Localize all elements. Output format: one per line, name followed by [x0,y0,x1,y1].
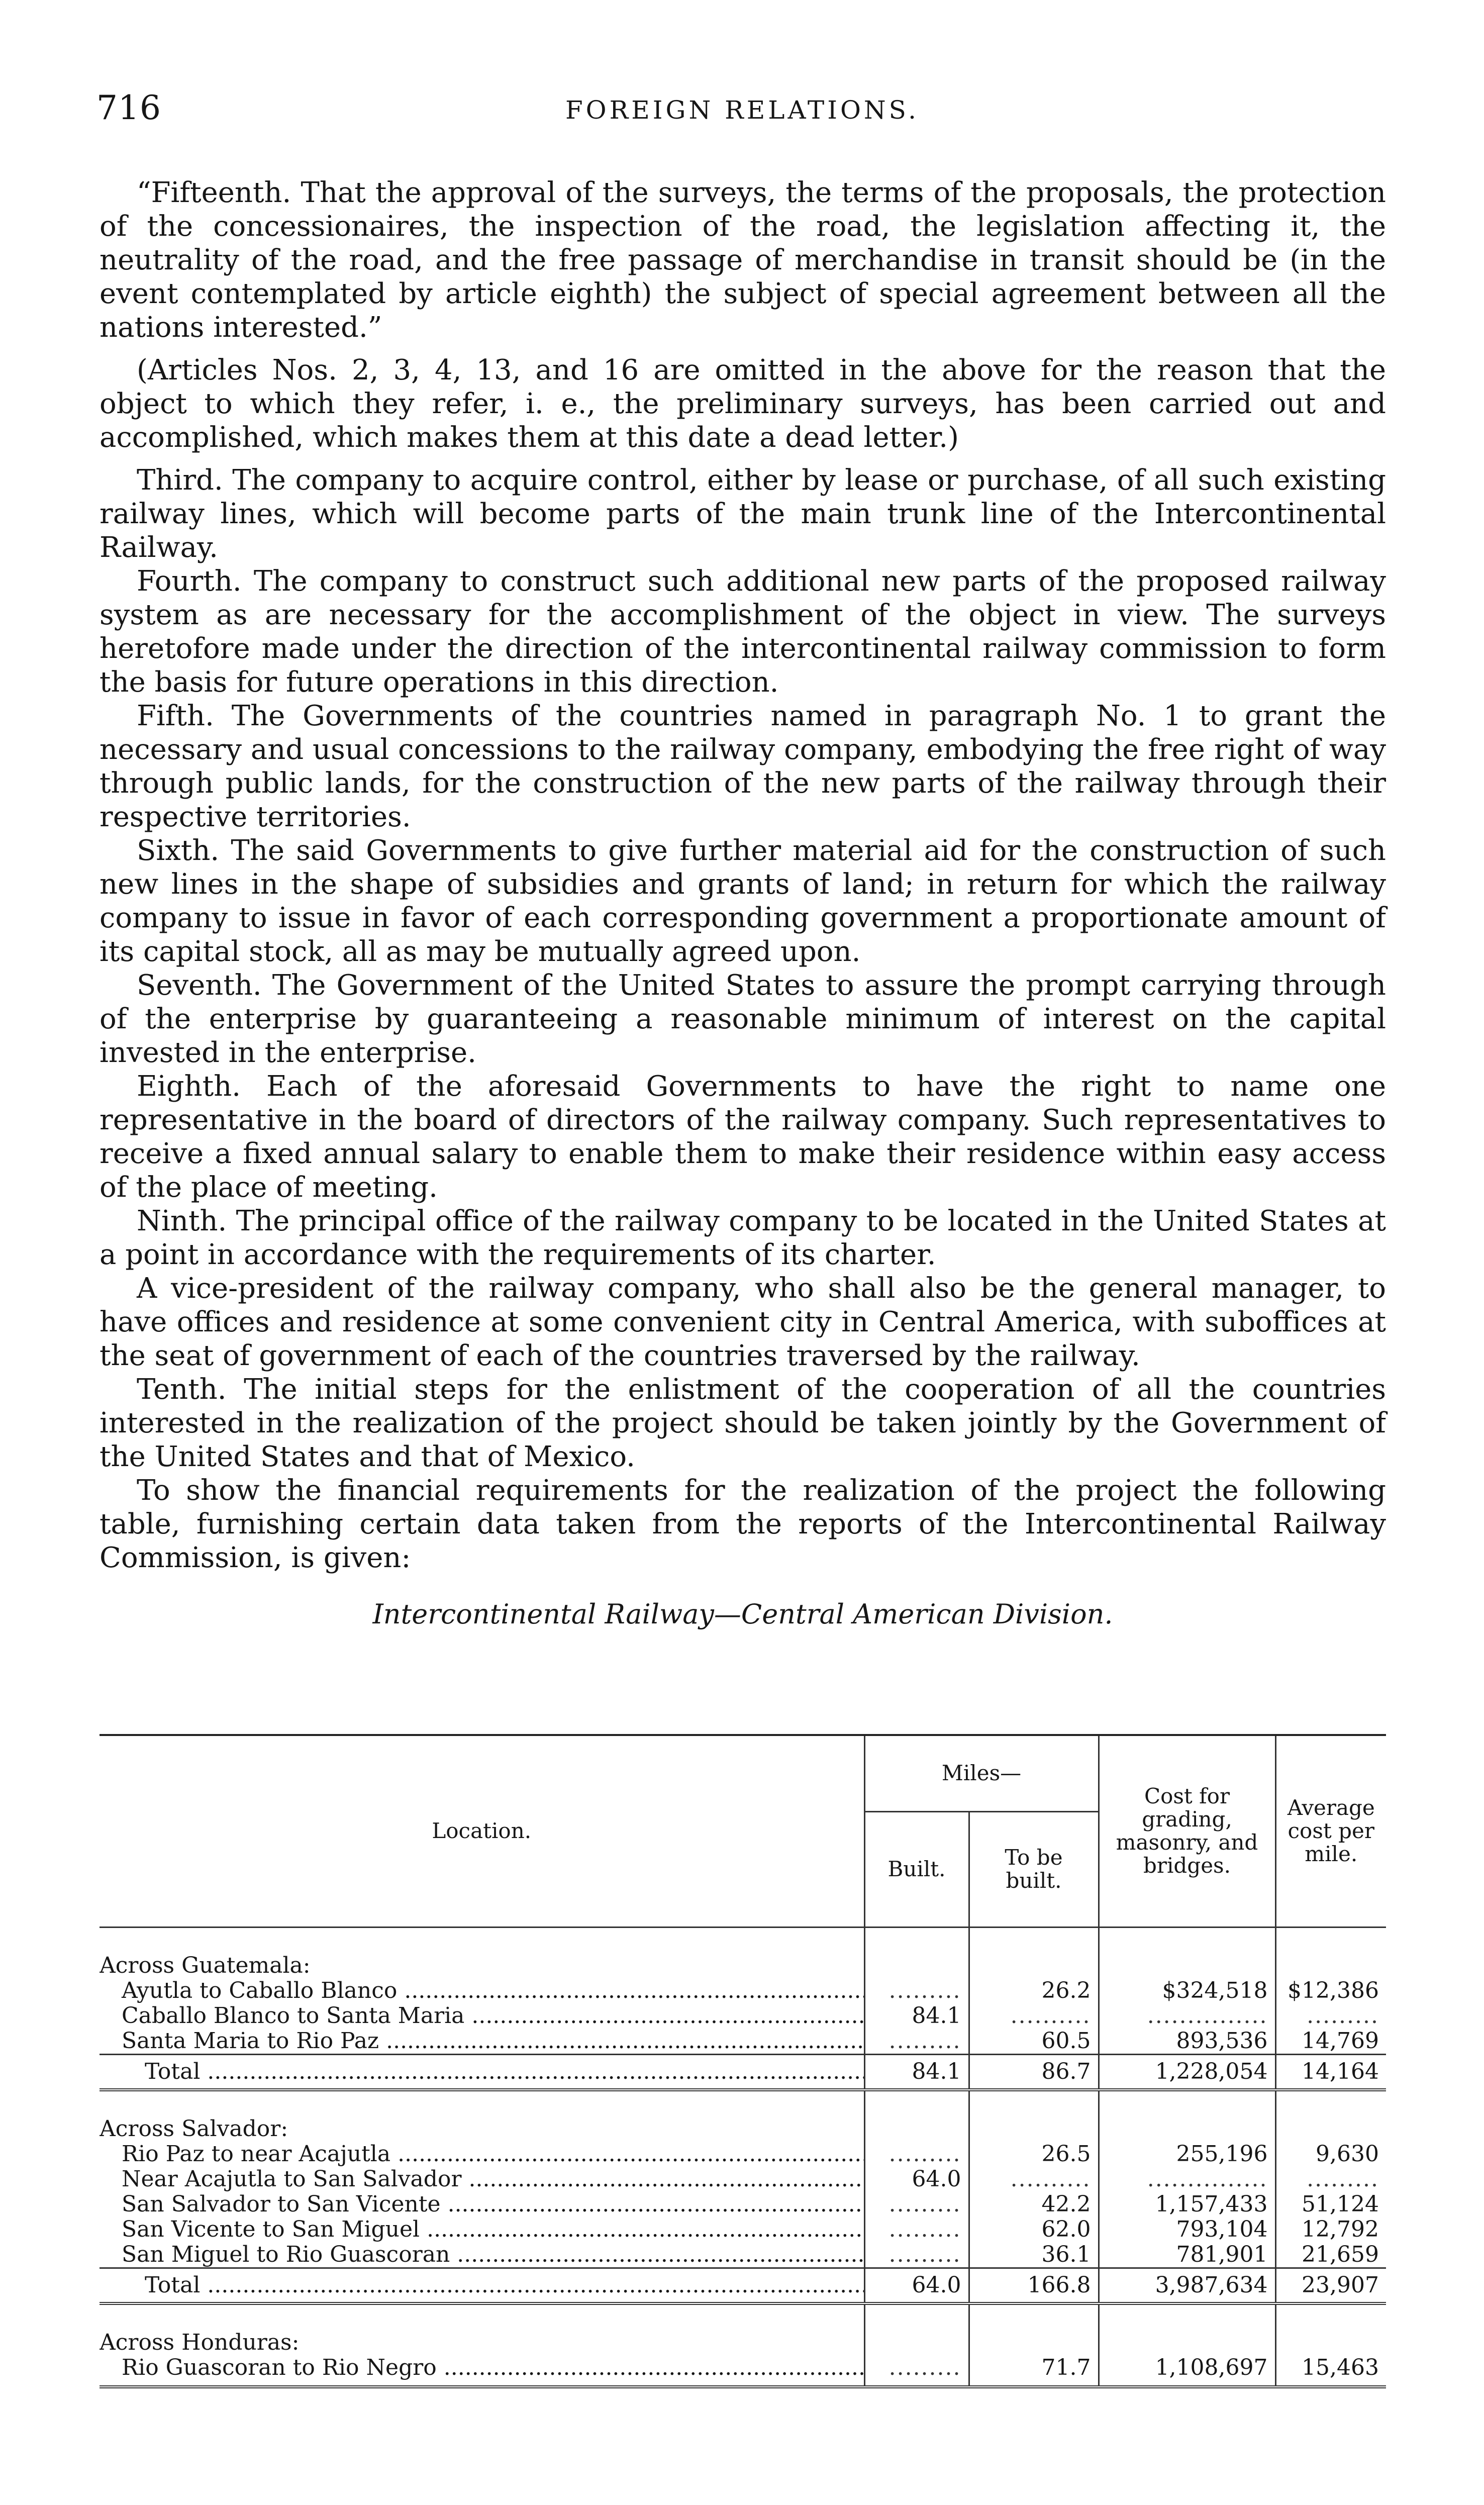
row-to-be-built: 62.0 [969,2217,1099,2242]
page-number: 716 [96,88,161,127]
row-cost: 255,196 [1099,2142,1275,2167]
paragraph-eighth: Eighth. Each of the aforesaid Governments to have the right to name one representative in the board of directors of the railway company. Such representatives to receive a fixed annual salary to enable them to make their residence within easy access of the place of meeting. [100,1070,1386,1204]
total-built: 84.1 [864,2054,969,2090]
blank-dots: .......... [1010,2002,1091,2029]
section-heading-salvador: Across Salvador: [100,2090,864,2142]
body-text [100,176,1386,1632]
paragraph-seventh: Seventh. The Government of the United States to assure the prompt carrying through of the enterprise by guaranteeing a reasonable minimum of interest on the capital invested in the enterprise. [100,969,1386,1069]
page-header [96,88,1388,129]
row-average: 12,792 [1275,2217,1386,2242]
paragraph-ninth: Ninth. The principal office of the railway company to be located in the United States at a point in accordance with the requirements of its charter. [100,1205,1386,1271]
row-average: 9,630 [1275,2142,1386,2167]
section-heading-honduras: Across Honduras: [100,2303,864,2355]
row-cost: 793,104 [1099,2217,1275,2242]
header-location: Location. [100,1736,864,1927]
row-to-be-built: 26.2 [969,1978,1099,2003]
row-location: San Miguel to Rio Guascoran ..... [122,2242,864,2267]
row-built: 84.1 [864,2003,969,2029]
table-row [100,2355,1386,2387]
row-built: 64.0 [864,2167,969,2192]
blank-dots: ......... [888,2354,961,2380]
running-head: FOREIGN RELATIONS. [565,95,920,125]
table-row [100,2142,1386,2167]
blank-dots: ......... [888,2028,961,2054]
paragraph-tenth: Tenth. The initial steps for the enlistment of the cooperation of all the countries interested in the realization of the project should be taken jointly by the Government of the United States and that of Mexico. [100,1373,1386,1473]
row-cost: 1,108,697 [1099,2355,1275,2387]
row-to-be-built: 36.1 [969,2242,1099,2268]
row-location: San Salvador to San Vicente ..... [122,2192,864,2217]
total-average: 23,907 [1275,2268,1386,2303]
blank-dots: .......... [1010,2166,1091,2192]
header-to-be-built: To be built. [969,1811,1099,1927]
paragraph-vice-president: A vice-president of the railway company, who shall also be the general manager, to have offices and residence at some convenient city in Central America, with suboffices at the seat of government of each of the countries traversed by the railway. [100,1272,1386,1372]
total-row-salvador [100,2268,1386,2303]
row-to-be-built: 42.2 [969,2192,1099,2217]
total-to-be-built: 166.8 [969,2268,1099,2303]
header-built: Built. [864,1811,969,1927]
row-location: Ayutla to Caballo Blanco ..... [122,1978,864,2003]
blank-dots: ......... [888,2216,961,2242]
row-cost: $324,518 [1099,1978,1275,2003]
row-to-be-built: 71.7 [969,2355,1099,2387]
blank-dots: ......... [888,2191,961,2217]
header-average-cost: Average cost per mile. [1275,1736,1386,1927]
blank-dots: ............... [1147,2002,1268,2029]
row-location: Caballo Blanco to Santa Maria ..... [122,2003,864,2029]
total-cost: 3,987,634 [1099,2268,1275,2303]
railway-table [100,1734,1386,2388]
table-row [100,2029,1386,2055]
table-row [100,2242,1386,2268]
paragraph-omitted-articles: (Articles Nos. 2, 3, 4, 13, and 16 are omitted in the above for the reason that the object to which they refer, i. e., the preliminary surveys, has been carried out and accomplished, which makes them at this date a dead letter.) [100,354,1386,454]
blank-dots: ......... [888,2241,961,2267]
row-to-be-built: 60.5 [969,2029,1099,2055]
row-average: $12,386 [1275,1978,1386,2003]
row-cost: 893,536 [1099,2029,1275,2055]
paragraph-fifteenth: “Fifteenth. That the approval of the surveys, the terms of the proposals, the protection of the concessionaires, the inspection of the road, the legislation affecting it, the neutrality of the road, and the free passage of merchandise in transit should be (in the event contemplated by article eighth) the subject of special agreement between all the nations interested.” [100,176,1386,344]
row-average: 21,659 [1275,2242,1386,2268]
paragraph-third: Third. The company to acquire control, either by lease or purchase, of all such existing railway lines, which will become parts of the main trunk line of the Intercontinental Railway. [100,464,1386,564]
table-row [100,2192,1386,2217]
table-row [100,2217,1386,2242]
table-row [100,2167,1386,2192]
header-miles: Miles— [864,1736,1099,1811]
header-cost: Cost for grading, masonry, and bridges. [1099,1736,1275,1927]
table-caption: Intercontinental Railway—Central American Division. [372,1598,1113,1630]
row-to-be-built: 26.5 [969,2142,1099,2167]
row-average: 51,124 [1275,2192,1386,2217]
row-location: Rio Paz to near Acajutla ..... [122,2142,864,2167]
total-average: 14,164 [1275,2054,1386,2090]
paragraph-table-intro: To show the financial requirements for the realization of the project the following table, furnishing certain data taken from the reports of the Intercontinental Railway Commission, is given: [100,1474,1386,1574]
total-cost: 1,228,054 [1099,2054,1275,2090]
paragraph-sixth: Sixth. The said Governments to give further material aid for the construction of such new lines in the shape of subsidies and grants of land; in return for which the railway company to issue in favor of each corresponding government a proportionate amount of its capital stock, all as may be mutually agreed upon. [100,834,1386,968]
section-heading-guatemala: Across Guatemala: [100,1952,311,1978]
blank-dots: ......... [888,1977,961,2003]
blank-dots: ............... [1147,2166,1268,2192]
total-row-guatemala [100,2054,1386,2090]
total-built: 64.0 [864,2268,969,2303]
blank-dots: ......... [1307,2002,1379,2029]
row-location: Near Acajutla to San Salvador ..... [122,2167,864,2192]
total-label: Total ..... [145,2059,864,2084]
total-label: Total ..... [145,2272,864,2298]
total-to-be-built: 86.7 [969,2054,1099,2090]
table-row [100,1978,1386,2003]
row-average: 15,463 [1275,2355,1386,2387]
row-location: Santa Maria to Rio Paz ..... [122,2029,864,2054]
row-location: San Vicente to San Miguel ..... [122,2217,864,2242]
row-average: 14,769 [1275,2029,1386,2055]
row-location: Rio Guascoran to Rio Negro ..... [122,2355,864,2380]
row-cost: 781,901 [1099,2242,1275,2268]
paragraph-fifth: Fifth. The Governments of the countries named in paragraph No. 1 to grant the necessary and usual concessions to the railway company, embodying the free right of way through public lands, for the construction of the new parts of the railway through their respective territories. [100,700,1386,833]
blank-dots: ......... [1307,2166,1379,2192]
blank-dots: ......... [888,2141,961,2167]
paragraph-fourth: Fourth. The company to construct such additional new parts of the proposed railway system as are necessary for the accomplishment of the object in view. The surveys heretofore made under the direction of the intercontinental railway commission to form the basis for future operations in this direction. [100,565,1386,699]
row-cost: 1,157,433 [1099,2192,1275,2217]
table-row [100,2003,1386,2029]
